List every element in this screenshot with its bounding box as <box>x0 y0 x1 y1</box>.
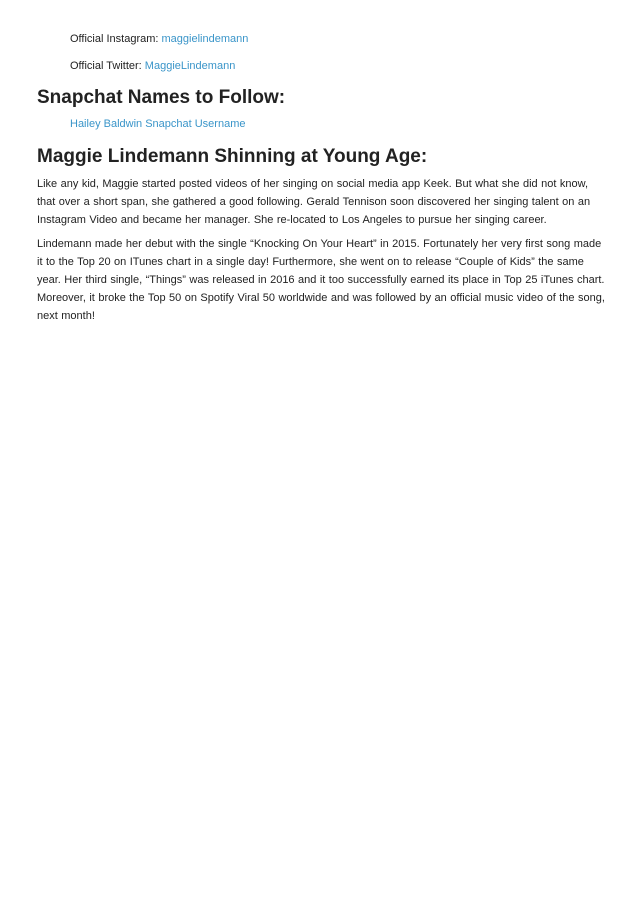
twitter-line <box>70 59 235 73</box>
instagram-line <box>70 32 248 46</box>
snapchat-username-link[interactable]: Hailey Baldwin Snapchat Username <box>70 118 246 130</box>
career-heading: Maggie Lindemann Shinning at Young Age: <box>37 146 428 167</box>
snapchat-heading: Snapchat Names to Follow: <box>37 87 286 108</box>
career-paragraph-2: Lindemann made her debut with the single “Knocking On Your Heart” in 2015. Fortunately her very first song made it to the Top 20 on ITunes chart in a single day! Furthermore, she went on to release “Couple of Kids” the same year. Her third single, “Things” was released in 2016 and it too successfully earned its place in Top 25 iTunes chart. Moreover, it broke the Top 50 on Spotify Viral 50 worldwide and was followed by an official music video of the song, next month! <box>37 238 605 322</box>
instagram-link[interactable]: maggielindemann <box>161 33 249 45</box>
twitter-label: Official Twitter: <box>70 60 145 72</box>
career-paragraph-1: Like any kid, Maggie started posted videos of her singing on social media app Keek. But what she did not know, that over a short span, she gathered a good following. Gerald Tennison soon discovered her singing talent on an Instagram Video and became her manager. She re-located to Los Angeles to pursue her singing career. <box>37 178 591 226</box>
snapchat-line <box>70 117 245 131</box>
twitter-link[interactable]: MaggieLindemann <box>144 60 236 72</box>
instagram-label: Official Instagram: <box>70 33 162 45</box>
